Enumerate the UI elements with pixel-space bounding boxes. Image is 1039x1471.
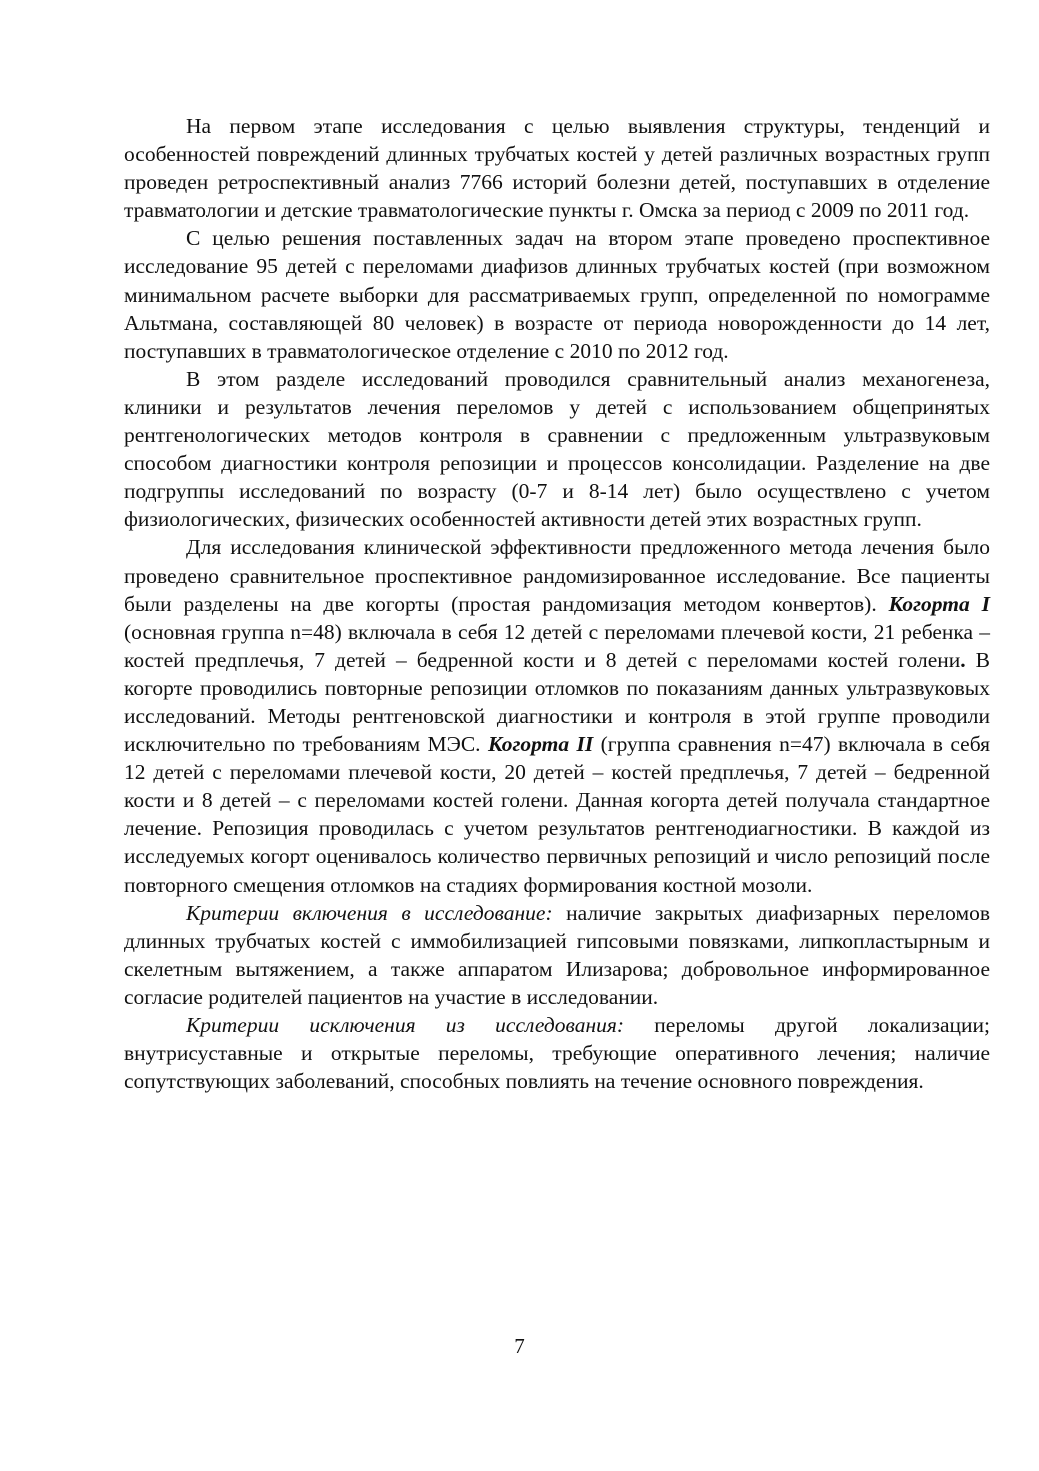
cohorts-text-2: (основная группа n=48) включала в себя 12 детей с переломами плечевой кости, 21 ребенка – костей предплечья, 7 детей – бедренной кости и 8 детей с переломами костей голени [124, 619, 990, 672]
inclusion-criteria-label: Критерии включения в исследование: [186, 900, 553, 925]
cohorts-text-3: В когорте проводились повторные репозиции отломков по показаниям данных ультразвуковых исследований. Методы рентгеновской диагностики и контроля в этой группе проводили исключительно по требованиям МЭС. [124, 647, 990, 757]
paragraph-prospective-study: С целью решения поставленных задач на втором этапе проведено проспективное исследование 95 детей с переломами диафизов длинных трубчатых костей (при возможном минимальном расчете выборки для рассматриваемых групп, определенной по номограмме Альтмана, составляющей 80 человек) в возрасте от периода новорожденности до 14 лет, поступавших в травматологическое отделение с 2010 по 2012 год. [124, 226, 990, 363]
cohort-1-label: Когорта I [888, 591, 990, 616]
page-number: 7 [514, 1334, 525, 1358]
cohort-2-label: Когорта II [487, 732, 594, 757]
cohorts-text-1: Для исследования клинической эффективности предложенного метода лечения было проведено сравнительное проспективное рандомизированное исследование. Все пациенты были разделены на две когорты (простая рандомизация методом конвертов). [124, 535, 990, 616]
cohorts-bold-period: . [960, 647, 966, 672]
paragraph-comparative-analysis: В этом разделе исследований проводился сравнительный анализ механогенеза, клиники и результатов лечения переломов у детей с использованием общепринятых рентгенологических методов контроля в сравнении с предложенным ультразвуковым способом диагностики контроля репозиции и процессов консолидации. Разделение на две подгруппы исследований по возрасту (0-7 и 8-14 лет) было осуществлено с учетом физиологических, физических особенностей активности детей этих возрастных групп. [124, 366, 990, 532]
body-text [124, 112, 990, 1095]
cohorts-text-4: (группа сравнения n=47) включала в себя 12 детей с переломами плечевой кости, 20 детей – костей предплечья, 7 детей – бедренной кости и 8 детей – с переломами костей голени. Данная когорта детей получала стандартное лечение. Репозиция проводилась с учетом результатов рентгенодиагностики. В каждой из исследуемых когорт оценивалось количество первичных репозиций и число репозиций после повторного смещения отломков на стадиях формирования костной мозоли. [124, 732, 990, 897]
paragraph-exclusion-criteria [124, 1011, 990, 1095]
paragraph-inclusion-criteria [124, 899, 990, 1011]
paragraph-cohorts [124, 533, 990, 898]
exclusion-criteria-text: переломы другой локализации; внутрисуставные и открытые переломы, требующие оперативного лечения; наличие сопутствующих заболеваний, способных повлиять на течение основного повреждения. [124, 1013, 991, 1094]
paragraph-retrospective-analysis: На первом этапе исследования с целью выявления структуры, тенденций и особенностей повреждений длинных трубчатых костей у детей различных возрастных групп проведен ретроспективный анализ 7766 историй болезни детей, поступавших в отделение травматологии и детские травматологические пункты г. Омска за период с 2009 по 2011 год. [124, 114, 990, 223]
inclusion-criteria-text: наличие закрытых диафизарных переломов длинных трубчатых костей с иммобилизацией гипсовыми повязками, липкопластырным и скелетным вытяжением, а также аппаратом Илизарова; добровольное информированное согласие родителей пациентов на участие в исследовании. [124, 900, 990, 1009]
exclusion-criteria-label: Критерии исключения из исследования: [186, 1013, 625, 1037]
